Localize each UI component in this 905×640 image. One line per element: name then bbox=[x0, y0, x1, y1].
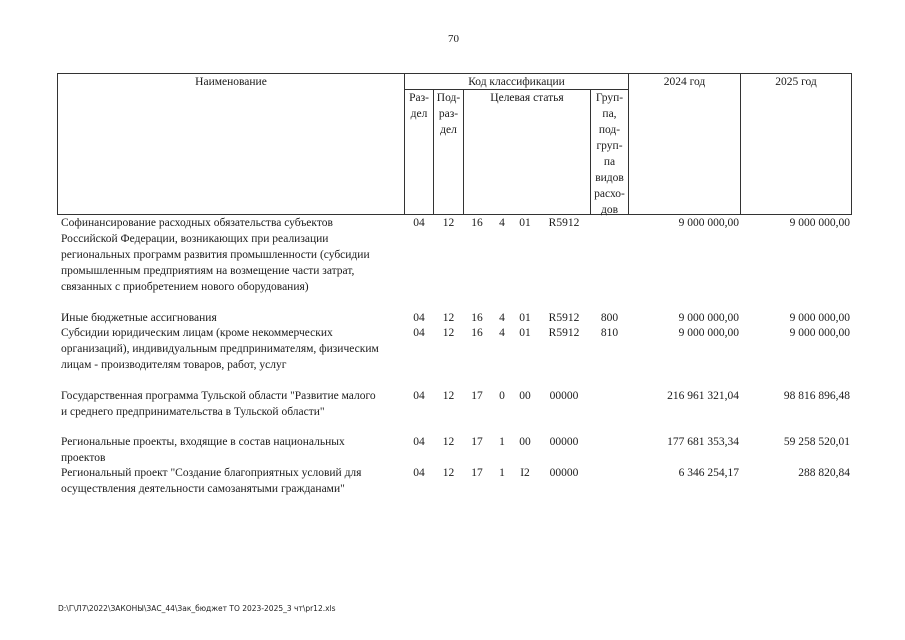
cell-target-subprogram: 4 bbox=[499, 312, 505, 324]
cell-amount-2024: 6 346 254,17 bbox=[678, 467, 739, 479]
cell-subsection: 12 bbox=[442, 436, 455, 448]
cell-amount-2025: 98 816 896,48 bbox=[783, 390, 850, 402]
cell-section: 04 bbox=[413, 390, 425, 402]
cell-target-subprogram: 0 bbox=[499, 390, 505, 402]
cell-subsection: 12 bbox=[442, 312, 455, 324]
cell-amount-2024: 9 000 000,00 bbox=[678, 217, 739, 229]
cell-target-subprogram: 1 bbox=[499, 467, 505, 479]
header-group: Груп- па, под- груп- па видов расхо- дов bbox=[594, 92, 625, 216]
cell-section: 04 bbox=[413, 312, 425, 324]
cell-amount-2025: 9 000 000,00 bbox=[789, 327, 850, 339]
cell-target-direction: R5912 bbox=[548, 312, 580, 324]
cell-subsection: 12 bbox=[442, 390, 455, 402]
header-year-2024: 2024 год bbox=[663, 76, 706, 88]
cell-target-direction: 00000 bbox=[549, 467, 579, 479]
header-year-2025: 2025 год bbox=[775, 76, 817, 88]
cell-target-main-event: 01 bbox=[519, 312, 531, 324]
cell-target-program: 17 bbox=[471, 436, 483, 448]
cell-target-program: 17 bbox=[471, 390, 483, 402]
cell-amount-2025: 9 000 000,00 bbox=[789, 312, 850, 324]
cell-target-direction: 00000 bbox=[549, 390, 579, 402]
cell-subsection: 12 bbox=[442, 217, 455, 229]
cell-target-subprogram: 4 bbox=[499, 217, 505, 229]
header-target-article: Целевая статья bbox=[490, 92, 564, 104]
cell-target-direction: 00000 bbox=[549, 436, 579, 448]
cell-amount-2025: 9 000 000,00 bbox=[789, 217, 850, 229]
cell-expense-group: 800 bbox=[600, 312, 619, 324]
row-name: Иные бюджетные ассигнования bbox=[61, 312, 217, 324]
row-name: Государственная программа Тульской области "Развитие малого и среднего предпринимательства в Тульской области" bbox=[61, 390, 376, 418]
cell-subsection: 12 bbox=[442, 327, 455, 339]
cell-target-program: 16 bbox=[471, 312, 483, 324]
cell-section: 04 bbox=[413, 436, 425, 448]
cell-amount-2024: 9 000 000,00 bbox=[678, 327, 739, 339]
cell-amount-2025: 59 258 520,01 bbox=[783, 436, 850, 448]
cell-amount-2024: 9 000 000,00 bbox=[678, 312, 739, 324]
file-path-footer: D:\Г\Л7\2022\ЗАКОНЫ\ЗАС_44\Зак_бюджет ТО 2023-2025_3 чт\pr12.xls bbox=[58, 604, 336, 613]
cell-target-direction: R5912 bbox=[548, 327, 580, 339]
cell-target-direction: R5912 bbox=[548, 217, 580, 229]
header-section: Раз- дел bbox=[409, 92, 429, 120]
header-subsection: Под- раз- дел bbox=[436, 92, 461, 136]
cell-target-main-event: 01 bbox=[519, 327, 531, 339]
cell-subsection: 12 bbox=[442, 467, 455, 479]
cell-amount-2025: 288 820,84 bbox=[798, 467, 850, 479]
cell-target-main-event: 01 bbox=[519, 217, 531, 229]
cell-target-program: 16 bbox=[471, 217, 483, 229]
cell-target-subprogram: 1 bbox=[499, 436, 505, 448]
row-name: Софинансирование расходных обязательства субъектов Российской Федерации, возникающих при реализации региональных программ развития промышленности (субсидии промышленным предприятиям на возмещение части затрат, связанных с приобретением нового оборудования) bbox=[61, 217, 370, 293]
header-code-classification: Код классификации bbox=[468, 76, 565, 88]
cell-amount-2024: 177 681 353,34 bbox=[667, 436, 739, 448]
row-name: Региональный проект "Создание благоприятных условий для осуществления деятельности самозанятыми гражданами" bbox=[61, 467, 362, 495]
cell-expense-group: 810 bbox=[600, 327, 619, 339]
page-number: 70 bbox=[448, 33, 459, 45]
cell-section: 04 bbox=[413, 217, 425, 229]
cell-section: 04 bbox=[413, 327, 425, 339]
row-name: Субсидии юридическим лицам (кроме некоммерческих организаций), индивидуальным предпринимателям, физическим лицам - производителям товаров, работ, услуг bbox=[61, 327, 379, 371]
header-name: Наименование bbox=[195, 76, 267, 88]
cell-target-main-event: I2 bbox=[520, 467, 530, 479]
cell-section: 04 bbox=[413, 467, 425, 479]
cell-amount-2024: 216 961 321,04 bbox=[667, 390, 739, 402]
row-name: Региональные проекты, входящие в состав национальных проектов bbox=[61, 436, 345, 464]
cell-target-main-event: 00 bbox=[519, 390, 531, 402]
cell-target-program: 16 bbox=[471, 327, 483, 339]
cell-target-program: 17 bbox=[471, 467, 483, 479]
cell-target-main-event: 00 bbox=[519, 436, 531, 448]
cell-target-subprogram: 4 bbox=[499, 327, 505, 339]
